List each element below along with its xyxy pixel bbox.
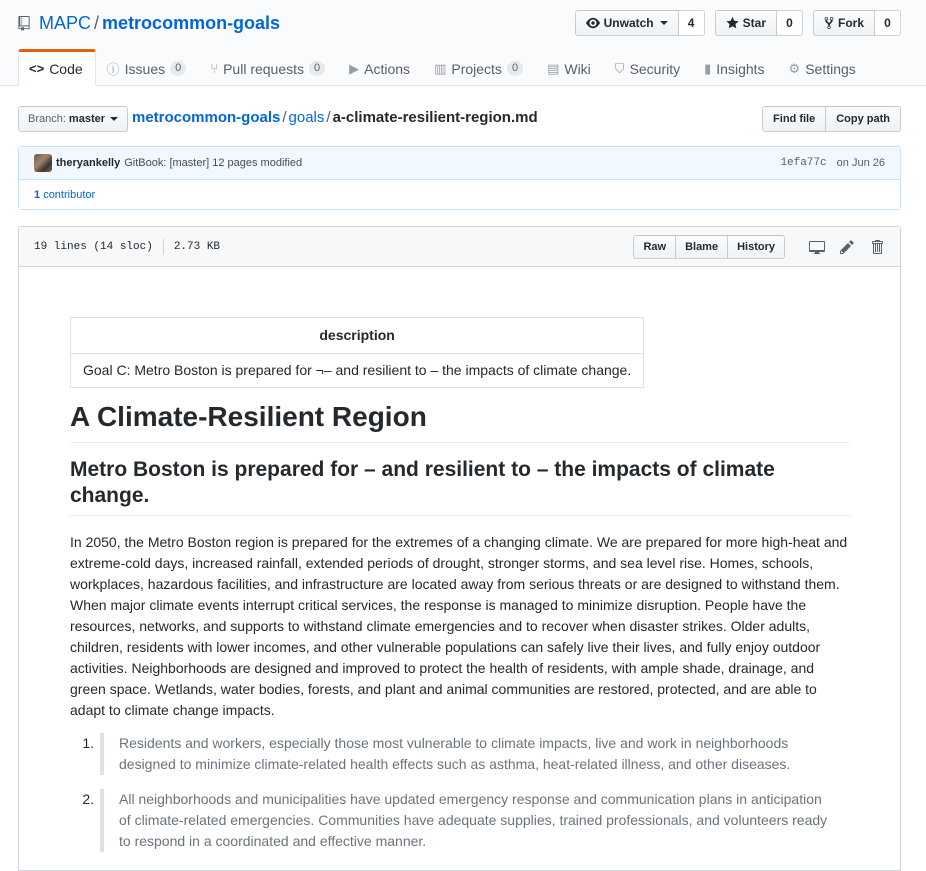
fork-label: Fork bbox=[837, 16, 864, 30]
tab-settings[interactable] bbox=[778, 49, 869, 86]
star-icon bbox=[726, 16, 739, 30]
breadcrumb-separator: / bbox=[282, 109, 287, 126]
contributors-count: 1 bbox=[34, 188, 41, 201]
tab-security-label: Security bbox=[629, 60, 681, 77]
file-info bbox=[34, 239, 220, 255]
pull-requests-counter: 0 bbox=[309, 61, 325, 76]
repo-icon bbox=[18, 16, 30, 31]
shield-icon: ⛉ bbox=[614, 60, 625, 76]
list-item bbox=[98, 733, 850, 775]
frontmatter-table bbox=[70, 317, 644, 388]
page-title: A Climate-Resilient Region bbox=[70, 400, 850, 443]
book-icon: ▤ bbox=[547, 60, 560, 76]
dropdown-caret-icon bbox=[660, 21, 668, 25]
stars-count[interactable]: 0 bbox=[777, 10, 803, 36]
pull-request-icon: ⑂ bbox=[210, 61, 219, 76]
avatar[interactable] bbox=[34, 154, 52, 172]
file-lines: 19 lines (14 sloc) bbox=[34, 240, 153, 253]
table-header-row bbox=[71, 318, 644, 354]
tab-insights-label: Insights bbox=[716, 60, 765, 77]
fork-button[interactable] bbox=[813, 10, 875, 36]
history-button[interactable]: History bbox=[727, 235, 785, 259]
breadcrumb-separator: / bbox=[326, 109, 331, 126]
file-size: 2.73 KB bbox=[173, 240, 221, 253]
file-navigation bbox=[18, 106, 901, 132]
file-info-divider bbox=[163, 239, 164, 255]
tab-projects-label: Projects bbox=[451, 60, 502, 77]
commit-tease bbox=[18, 146, 901, 210]
watch-group bbox=[575, 10, 705, 36]
code-icon: <> bbox=[29, 61, 45, 76]
list-item-quote: 2. All neighborhoods and municipalities have updated emergency response and communication plans in anticipation of climate-related emergencies. Communities have adequate supplies, trained professionals, and volunteers ready to respond in a coordinated and effective manner. bbox=[100, 789, 850, 852]
star-button[interactable] bbox=[715, 10, 777, 36]
contributors-label: contributor bbox=[43, 188, 96, 201]
tab-actions[interactable] bbox=[338, 49, 423, 86]
unwatch-label: Unwatch bbox=[603, 16, 654, 30]
repo-title bbox=[18, 12, 280, 34]
raw-button[interactable]: Raw bbox=[633, 235, 676, 259]
section-heading: Metro Boston is prepared for – and resilient to – the impacts of climate change. bbox=[70, 457, 850, 516]
commit-message[interactable]: GitBook: [master] 12 pages modified bbox=[124, 157, 303, 169]
contributors-bar bbox=[19, 180, 900, 209]
goals-list bbox=[70, 733, 850, 852]
play-icon: ▶ bbox=[349, 60, 360, 76]
branch-name: master bbox=[68, 113, 105, 125]
trash-icon[interactable] bbox=[869, 239, 885, 255]
tab-wiki[interactable] bbox=[536, 49, 604, 86]
commit-sha[interactable]: 1efa77c bbox=[780, 157, 827, 169]
tab-projects[interactable] bbox=[423, 49, 536, 86]
file-actions bbox=[633, 235, 885, 259]
star-label: Star bbox=[742, 16, 766, 30]
tab-security[interactable] bbox=[604, 49, 693, 86]
tab-pull-requests[interactable] bbox=[199, 49, 338, 86]
repo-header bbox=[0, 0, 926, 86]
file-view-buttons bbox=[633, 235, 785, 259]
fork-group bbox=[813, 10, 901, 36]
tab-code[interactable] bbox=[18, 49, 96, 86]
breadcrumb-repo-link[interactable]: metrocommon-goals bbox=[132, 109, 281, 126]
graph-icon: ▮ bbox=[704, 60, 712, 76]
tab-issues-label: Issues bbox=[124, 60, 166, 77]
eye-icon bbox=[586, 16, 600, 30]
tab-issues[interactable] bbox=[96, 49, 200, 86]
tab-insights[interactable] bbox=[693, 49, 777, 86]
list-item-quote: 1. Residents and workers, especially those most vulnerable to climate impacts, live and work in neighborhoods designed to minimize climate-related health effects such as asthma, heat-related illness, and other diseases. bbox=[100, 733, 850, 775]
repo-nav bbox=[18, 49, 869, 86]
markdown-body bbox=[19, 267, 900, 852]
branch-selector[interactable] bbox=[18, 106, 128, 132]
fork-icon bbox=[824, 16, 834, 30]
tab-wiki-label: Wiki bbox=[564, 60, 591, 77]
forks-count[interactable]: 0 bbox=[875, 10, 901, 36]
list-item bbox=[98, 789, 850, 852]
file-viewer bbox=[18, 226, 901, 871]
breadcrumb-current-file: a-climate-resilient-region.md bbox=[332, 109, 538, 126]
projects-counter: 0 bbox=[507, 61, 523, 76]
breadcrumb-goals-link[interactable]: goals bbox=[288, 109, 325, 126]
branch-label: Branch: bbox=[28, 113, 66, 125]
table-header-cell: description bbox=[71, 318, 644, 354]
find-file-button[interactable]: Find file bbox=[762, 106, 826, 132]
commit-date: on Jun 26 bbox=[836, 157, 885, 169]
desktop-icon[interactable] bbox=[809, 239, 825, 255]
intro-paragraph: In 2050, the Metro Boston region is prepared for the extremes of a changing climate. We are prepared for more high-heat and extreme-cold days, increased rainfall, extended periods of drought, stronger storms, and sea level rise. Homes, schools, workplaces, hazardous facilities, and infrastructure are located away from serious threats or are designed to withstand them. When major climate events interrupt critical services, the response is managed to minimize disruption. People have the resources, networks, and supports to withstand climate emergencies and to recover when disaster strikes. Older adults, children, residents with lower incomes, and other vulnerable populations can safely live their lives, and fully enjoy outdoor activities. Neighborhoods are designed and improved to protect the health of residents, with ample shade, drainage, and green space. Wetlands, water bodies, forests, and plant and animal communities are restored, protected, and are able to adapt to climate change impacts. bbox=[70, 534, 848, 718]
star-group bbox=[715, 10, 803, 36]
tab-code-label: Code bbox=[49, 60, 83, 77]
blame-button[interactable]: Blame bbox=[675, 235, 728, 259]
issue-icon: ⓘ bbox=[106, 62, 120, 77]
table-row bbox=[71, 354, 644, 388]
branch-caret-icon bbox=[110, 117, 118, 121]
unwatch-button[interactable] bbox=[575, 10, 679, 36]
file-header bbox=[19, 227, 900, 267]
watchers-count[interactable]: 4 bbox=[679, 10, 705, 36]
latest-commit bbox=[19, 147, 900, 180]
contributors-link[interactable] bbox=[34, 189, 95, 201]
table-cell: Goal C: Metro Boston is prepared for ¬– and resilient to – the impacts of climate change. bbox=[71, 354, 644, 388]
repo-owner-link[interactable]: MAPC bbox=[39, 13, 92, 33]
repo-title-separator: / bbox=[94, 13, 100, 33]
repo-name-link[interactable]: metrocommon-goals bbox=[102, 13, 281, 33]
tab-actions-label: Actions bbox=[364, 60, 411, 77]
copy-path-button[interactable]: Copy path bbox=[826, 106, 901, 132]
project-icon: ▥ bbox=[434, 60, 447, 76]
tab-settings-label: Settings bbox=[805, 60, 856, 77]
pencil-icon[interactable] bbox=[839, 239, 855, 255]
issues-counter: 0 bbox=[170, 61, 186, 76]
repo-actions bbox=[575, 10, 901, 36]
file-nav-actions bbox=[762, 106, 901, 132]
gear-icon: ⚙ bbox=[788, 60, 801, 76]
breadcrumb bbox=[132, 109, 538, 126]
tab-pull-requests-label: Pull requests bbox=[223, 60, 305, 77]
commit-author[interactable]: theryankelly bbox=[56, 157, 121, 169]
